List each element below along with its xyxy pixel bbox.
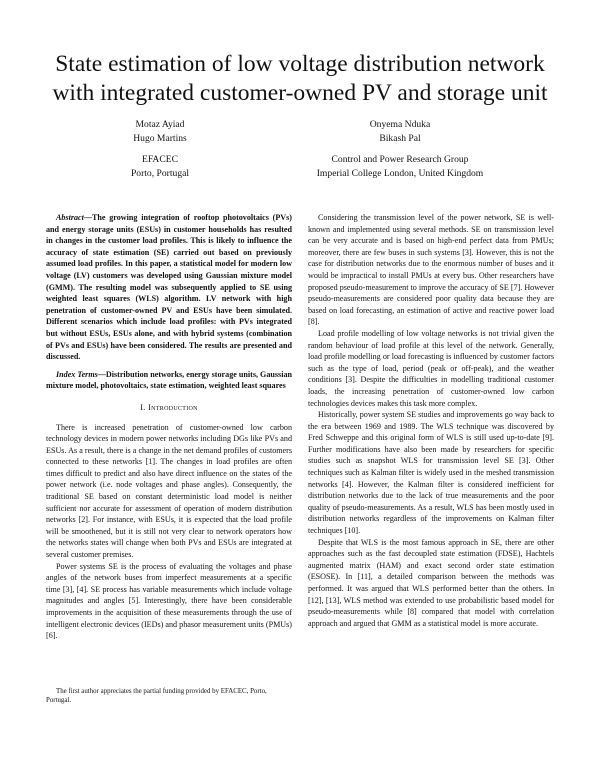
footnote [46, 687, 292, 706]
author-name: Motaz Ayiad [135, 119, 185, 130]
authors-right [300, 118, 500, 145]
paragraph: There is increased penetration of customer-owned low carbon technology devices in modern power networks including DGs like PVs and ESUs. As a result, there is a change in the net demand profiles of customers connected to these networks [1]. The changes in load profiles are often times difficult to predict and also have direct influence on the states of the power network (i.e. node voltages and phase angles). Consequently, the traditional SE based on constant deterministic load model is neither sufficient nor accurate for assessment of operation of modern distribution networks [2]. For instance, with ESUs, it is expected that the load profile will be smoothened, but it is still not very clear to network operators how the networks states will change when both PVs and ESUs are integrated at several customer premises. [46, 422, 292, 560]
abstract-label: Abstract [56, 213, 84, 222]
author-name: Bikash Pal [379, 132, 421, 144]
paragraph: Historically, power system SE studies and improvements go way back to the era between 1969 and 1989. The WLS technique was discovered by Fred Schweppe and this original form of WLS is still used up-to-date [9]. Further modifications have also been made by researchers for specific studies such as snapshot WLS for transmission level SE [3]. Other techniques such as Kalman filter is widely used in the meshed transmission networks [4]. However, the Kalman filter is considered inefficient for distribution networks due to the lack of true measurements and the poor quality of pseudo-measurements. As a result, WLS has been mostly used in distribution networks regardless of the improvements on Kalman filter techniques [10]. [308, 410, 554, 536]
index-terms-label: Index Terms [56, 369, 98, 379]
paragraph: Despite that WLS is the most famous approach in SE, there are other approaches such as the fast decoupled state estimation (FDSE), Hachtels augmented matrix (HAM) and exact second order state estimation (ESOSE). In [11], a detailed comparison between the methods was performed. It was argued that WLS performed better than the others. In [12], [13], WLS method was extended to use probabilistic based model for pseudo-measurements while [8] compared that model with correlation approach and argued that GMM as a statistical model is more accurate. [308, 537, 554, 628]
affiliation-location: Porto, Portugal [130, 167, 190, 179]
title-line-2: with integrated customer-owned PV and storage unit [52, 80, 548, 106]
index-terms [46, 369, 292, 392]
paragraph: Load profile modelling of low voltage networks is not trivial given the random behaviour of load profile at this level of the network. Generally, load profile modelling or load forecasting is influenced by customer factors such as the type of load, period (peak or off-peak), and the weather conditions [3]. Despite the difficulties in modelling traditional customer loads, the increasing penetration of customer-owned low carbon technologies devices makes this task more complex. [308, 328, 554, 408]
author-name: Onyema Nduka [369, 119, 431, 130]
affiliation-left [100, 153, 220, 180]
title-line-1: State estimation of low voltage distribution network [55, 51, 545, 77]
affiliation-right [270, 153, 530, 180]
paragraph: Power systems SE is the process of evaluating the voltages and phase angles of the network buses from imperfect measurements at a specific time [3], [4]. SE process has variable measurements which include voltage magnitudes and angles [5]. Interestingly, there have been considerable improvements in the acquisition of these measurements through the use of intelligent electronic devices (IEDs) and phasor measurement units (PMUs) [6]. [46, 561, 292, 641]
author-name: Hugo Martins [133, 132, 187, 144]
index-terms-text: —Distribution networks, energy storage units, Gaussian mixture model, photovoltaics, state estimation, weighted least squares [46, 369, 293, 391]
affiliation-org: Control and Power Research Group [331, 154, 469, 165]
section-heading [46, 402, 292, 414]
abstract-text: —The growing integration of rooftop photovoltaics (PVs) and energy storage units (ESUs) in customer households has resulted in changes in the customer load profiles. This is likely to influence the accuracy of state estimation (SE) carried out based on previously assumed load profiles. In this paper, a statistical model for modern low voltage (LV) customers was developed using Gaussian mixture model (GMM). The resulting model was subsequently applied to SE using weighted least squares (WLS) algorithm. LV network with high penetration of customer-owned PV and ESUs have been simulated. Different scenarios which include load profiles: with PVs integrated but without ESUs, ESUs alone, and with hybrid systems (combination of PVs and ESUs) have been considered. The results are presented and discussed. [46, 213, 292, 362]
section-title: Introduction [148, 402, 198, 412]
left-column [46, 212, 292, 642]
section-numeral: I. [140, 402, 149, 412]
affiliation-location: Imperial College London, United Kingdom [316, 167, 484, 179]
paper-title [0, 50, 600, 108]
footnote-text: The first author appreciates the partial funding provided by EFACEC, Porto, Portugal. [46, 688, 267, 705]
right-column [308, 212, 554, 629]
abstract [46, 212, 292, 363]
paragraph: Considering the transmission level of the power network, SE is well-known and implemented using several methods. SE on transmission level can be very accurate and is based on high-end perfect data from PMUs; moreover, there are few buses in such systems [3]. However, this is not the case for distribution networks due to the enormous number of buses and it would be impractical to install PMUs at every bus. Other researchers have proposed pseudo-measurement to improve the accuracy of SE [7]. However pseudo-measurements are considered poor quality data because they are based on load forecasting, an estimation of active and reactive power load [8]. [308, 213, 554, 327]
authors-left [100, 118, 220, 145]
affiliation-org: EFACEC [141, 154, 179, 165]
